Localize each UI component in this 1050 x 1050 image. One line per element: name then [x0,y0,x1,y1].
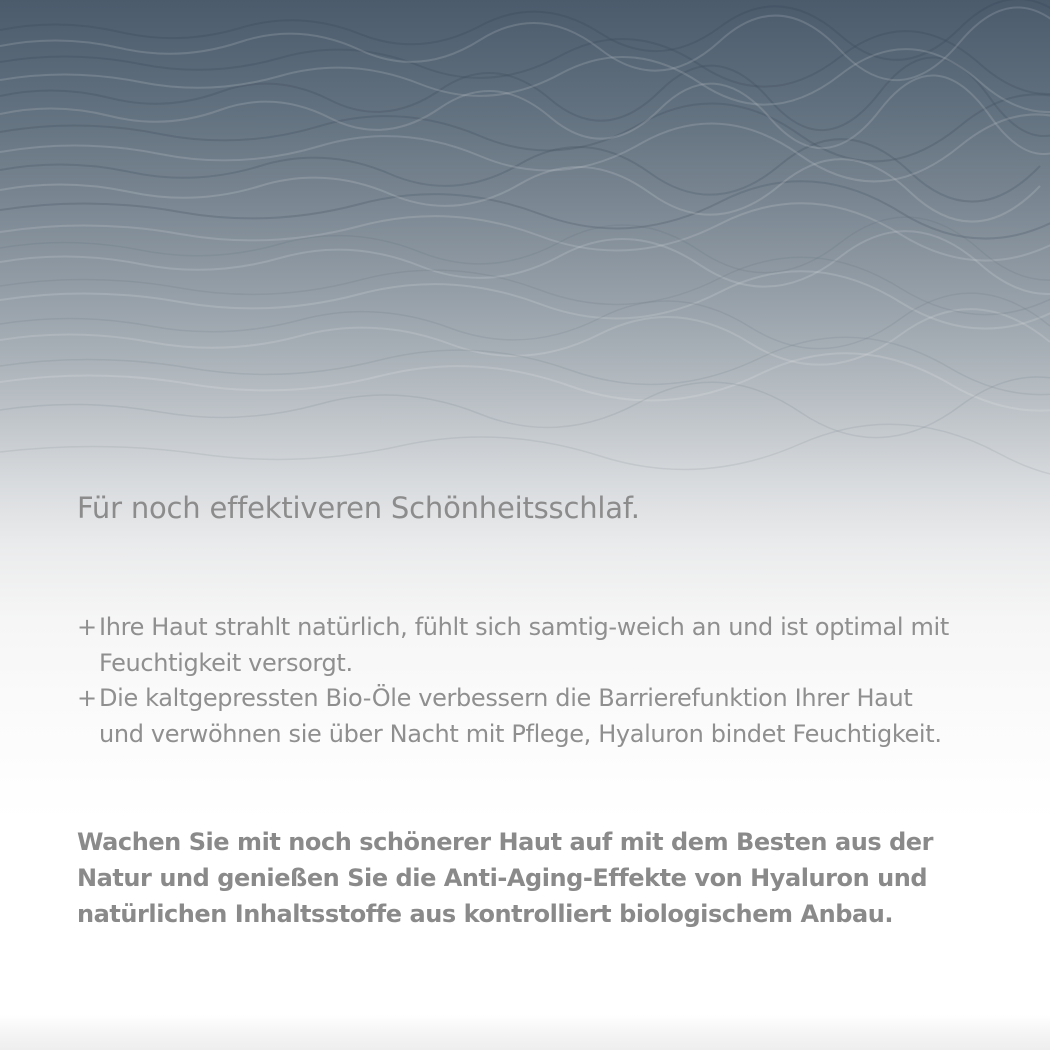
headline: Für noch effektiveren Schönheitsschlaf. [77,491,640,525]
benefit-list [77,610,957,752]
benefit-text: Ihre Haut strahlt natürlich, fühlt sich samtig-weich an und ist optimal mit Feuchtigkeit versorgt. [99,613,949,677]
product-copy [77,488,957,928]
plus-marker: + [77,684,97,712]
closing-paragraph: Wachen Sie mit noch schönerer Haut auf mit dem Besten aus der Natur und genießen Sie die Anti-Aging-Effekte von Hyaluron und natürlichen Inhaltsstoffe aus kontrolliert biologischem Anbau. [77,828,934,928]
benefit-text: Die kaltgepressten Bio-Öle verbessern die Barrierefunktion Ihrer Haut und verwöhnen sie über Nacht mit Pflege, Hyaluron bindet Feuchtigkeit. [99,684,942,748]
benefit-item [77,610,957,681]
benefit-item [77,681,957,752]
plus-marker: + [77,613,97,641]
